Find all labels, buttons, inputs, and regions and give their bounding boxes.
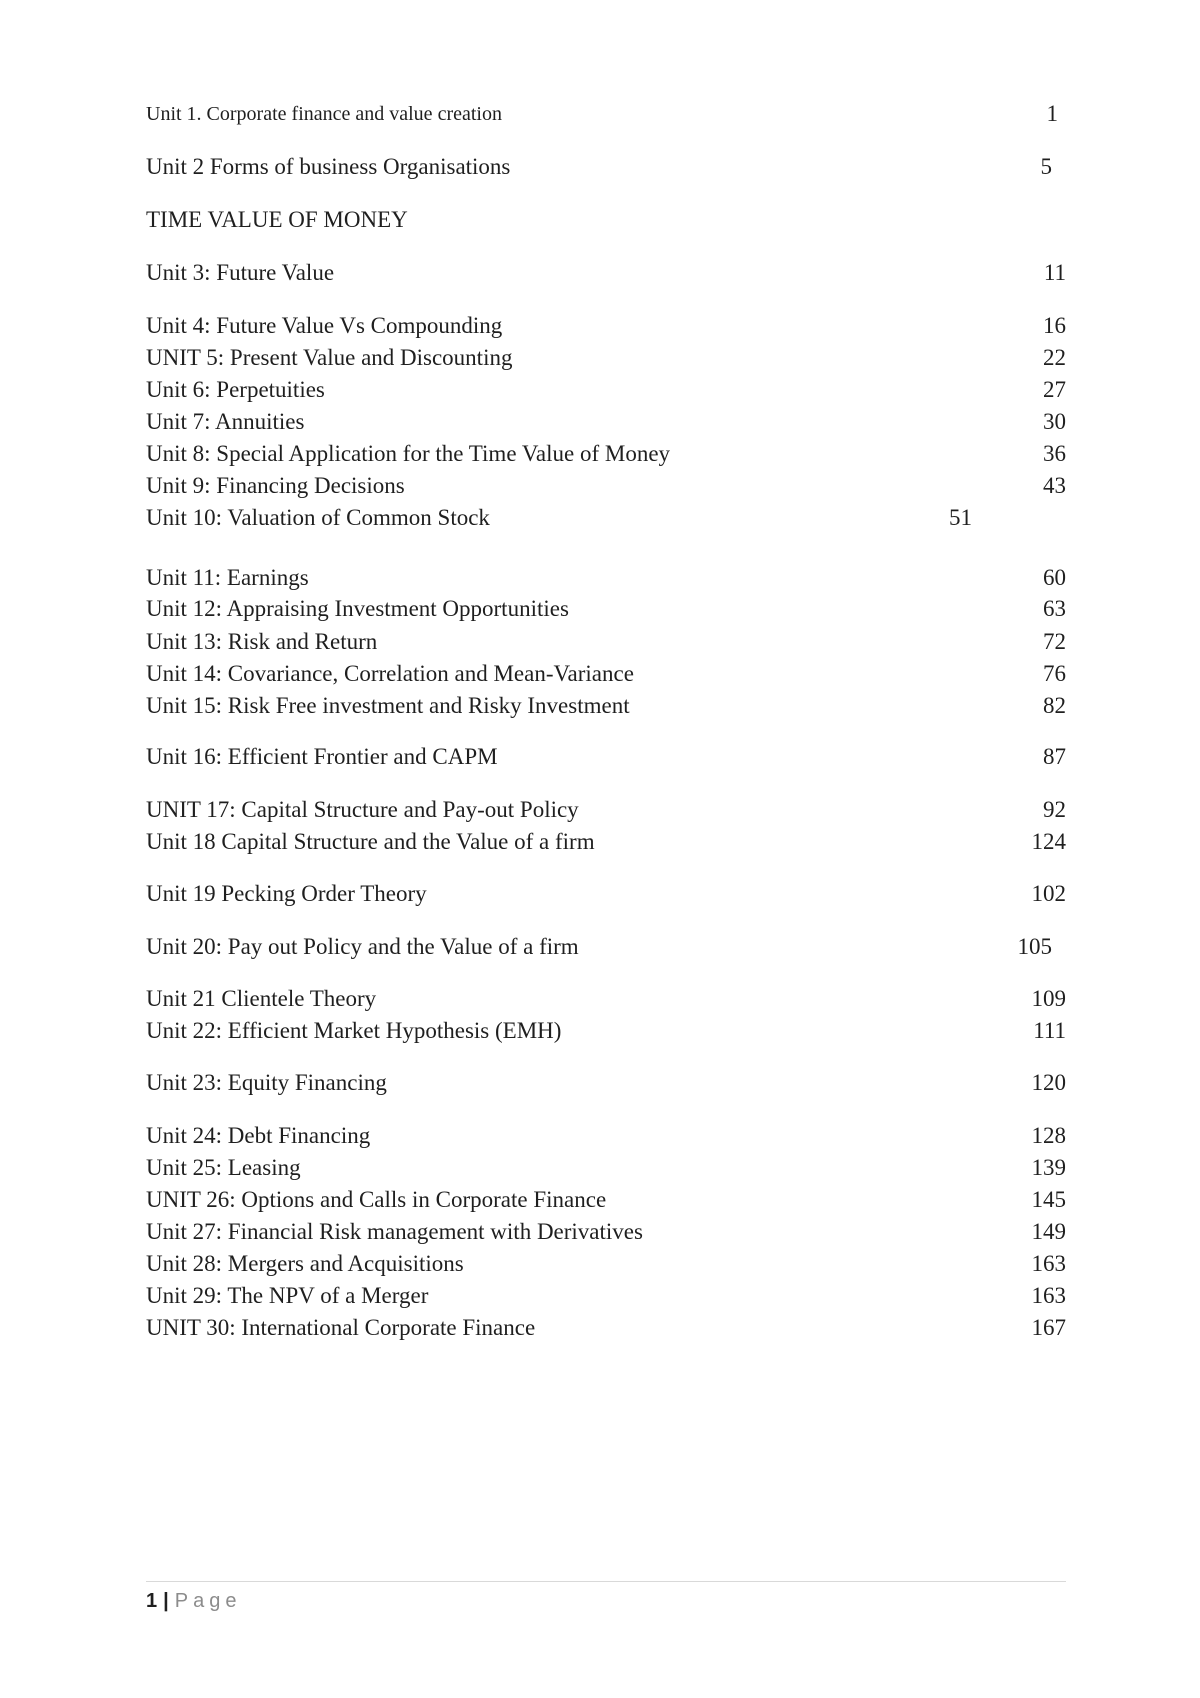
toc-entry-page: 102 xyxy=(1031,881,1066,906)
toc-entry-title: UNIT 17: Capital Structure and Pay-out Policy xyxy=(146,797,579,822)
toc-entry-unit-20 xyxy=(146,931,1066,963)
toc-entry-unit-7 xyxy=(146,406,1066,438)
footer-page-label: Page xyxy=(174,1590,242,1612)
toc-entry-title: Unit 19 Pecking Order Theory xyxy=(146,881,427,906)
toc-entry-unit-5 xyxy=(146,342,1066,374)
toc-entry-page: 30 xyxy=(1043,409,1066,434)
toc-entry-unit-15 xyxy=(146,690,1066,722)
toc-entry-page: 111 xyxy=(1033,1018,1066,1043)
toc-entry-unit-4 xyxy=(146,310,1066,342)
toc-entry-unit-12 xyxy=(146,593,1066,625)
toc-entry-page: 149 xyxy=(1031,1219,1066,1244)
toc-entry-unit-19 xyxy=(146,878,1066,910)
toc-entry-title: Unit 10: Valuation of Common Stock xyxy=(146,505,490,530)
toc-entry-unit-23 xyxy=(146,1067,1066,1099)
toc-entry-unit-11 xyxy=(146,562,1066,594)
toc-entry-title: Unit 22: Efficient Market Hypothesis (EMH) xyxy=(146,1018,562,1043)
toc-entry-title: Unit 20: Pay out Policy and the Value of a firm xyxy=(146,934,579,959)
toc-entry-page: 43 xyxy=(1043,473,1066,498)
toc-entry-page: 51 xyxy=(949,505,972,530)
toc-entry-page: 163 xyxy=(1031,1283,1066,1308)
toc-entry-page: 124 xyxy=(1031,829,1066,854)
toc-entry-unit-29 xyxy=(146,1280,1066,1312)
toc-entry-title: Unit 14: Covariance, Correlation and Mean-Variance xyxy=(146,661,634,686)
toc-entry-title: Unit 9: Financing Decisions xyxy=(146,473,405,498)
toc-entry-title: Unit 29: The NPV of a Merger xyxy=(146,1283,429,1308)
toc-entry-page: 128 xyxy=(1031,1123,1066,1148)
toc-entry-unit-16 xyxy=(146,741,1066,773)
toc-entry-title: Unit 24: Debt Financing xyxy=(146,1123,371,1148)
toc-entry-title: Unit 4: Future Value Vs Compounding xyxy=(146,313,503,338)
toc-entry-page: 60 xyxy=(1043,565,1066,590)
toc-entry-page: 72 xyxy=(1043,629,1066,654)
toc-entry-unit-30 xyxy=(146,1312,1066,1344)
toc-section-heading xyxy=(146,204,1066,236)
toc-entry-unit-10 xyxy=(146,502,1066,534)
toc-entry-page: 109 xyxy=(1031,986,1066,1011)
toc-entry-page: 16 xyxy=(1043,313,1066,338)
toc-entry-unit-21 xyxy=(146,983,1066,1015)
toc-entry-page: 163 xyxy=(1031,1251,1066,1276)
toc-entry-page: 27 xyxy=(1043,377,1066,402)
toc-entry-unit-1 xyxy=(146,98,1066,130)
toc-entry-title: Unit 7: Annuities xyxy=(146,409,305,434)
toc-entry-page: 36 xyxy=(1043,441,1066,466)
toc-entry-page: 87 xyxy=(1043,744,1066,769)
toc-entry-title: Unit 16: Efficient Frontier and CAPM xyxy=(146,744,498,769)
toc-entry-title: Unit 11: Earnings xyxy=(146,565,309,590)
toc-entry-unit-18 xyxy=(146,826,1066,858)
toc-entry-unit-8 xyxy=(146,438,1066,470)
toc-entry-title: Unit 2 Forms of business Organisations xyxy=(146,154,511,179)
toc-entry-page: 120 xyxy=(1031,1070,1066,1095)
toc-entry-title: UNIT 30: International Corporate Finance xyxy=(146,1315,536,1340)
toc-entry-title: Unit 23: Equity Financing xyxy=(146,1070,387,1095)
toc-entry-title: Unit 21 Clientele Theory xyxy=(146,986,377,1011)
toc-entry-page: 5 xyxy=(1040,154,1052,179)
toc-entry-title: Unit 28: Mergers and Acquisitions xyxy=(146,1251,464,1276)
toc-section-title: TIME VALUE OF MONEY xyxy=(146,207,408,232)
toc-entry-unit-3 xyxy=(146,257,1066,289)
toc-entry-unit-2 xyxy=(146,151,1066,183)
toc-entry-unit-28 xyxy=(146,1248,1066,1280)
footer-divider xyxy=(146,1581,1066,1582)
toc-entry-unit-22 xyxy=(146,1015,1066,1047)
toc-entry-unit-9 xyxy=(146,470,1066,502)
toc-entry-page: 139 xyxy=(1031,1155,1066,1180)
toc-entry-page: 145 xyxy=(1031,1187,1066,1212)
toc-entry-title: Unit 6: Perpetuities xyxy=(146,377,325,402)
toc-entry-page: 63 xyxy=(1043,596,1066,621)
footer-page-number: 1 xyxy=(146,1590,158,1612)
toc-entry-title: Unit 8: Special Application for the Time Value of Money xyxy=(146,441,671,466)
toc-entry-unit-6 xyxy=(146,374,1066,406)
toc-entry-page: 22 xyxy=(1043,345,1066,370)
toc-entry-unit-26 xyxy=(146,1184,1066,1216)
toc-entry-unit-14 xyxy=(146,658,1066,690)
toc-entry-title: UNIT 26: Options and Calls in Corporate Finance xyxy=(146,1187,607,1212)
toc-entry-title: Unit 27: Financial Risk management with Derivatives xyxy=(146,1219,643,1244)
toc-entry-page: 82 xyxy=(1043,693,1066,718)
toc-entry-title: Unit 25: Leasing xyxy=(146,1155,301,1180)
toc-entry-unit-17 xyxy=(146,794,1066,826)
toc-entry-unit-24 xyxy=(146,1120,1066,1152)
toc-entry-unit-27 xyxy=(146,1216,1066,1248)
toc-entry-page: 76 xyxy=(1043,661,1066,686)
toc-entry-title: Unit 12: Appraising Investment Opportunities xyxy=(146,596,569,621)
toc-entry-page: 1 xyxy=(1046,101,1058,126)
footer-separator: | xyxy=(163,1590,169,1612)
toc-entry-title: Unit 15: Risk Free investment and Risky Investment xyxy=(146,693,630,718)
toc-entry-title: Unit 1. Corporate finance and value creation xyxy=(146,103,502,125)
toc-entry-page: 92 xyxy=(1043,797,1066,822)
toc-entry-page: 105 xyxy=(1017,934,1052,959)
toc-entry-page: 167 xyxy=(1031,1315,1066,1340)
toc-entry-title: Unit 18 Capital Structure and the Value of a firm xyxy=(146,829,595,854)
toc-entry-title: Unit 3: Future Value xyxy=(146,260,335,285)
toc-entry-page: 11 xyxy=(1043,260,1066,285)
toc-entry-title: Unit 13: Risk and Return xyxy=(146,629,378,654)
toc-entry-unit-13 xyxy=(146,626,1066,658)
toc-entry-title: UNIT 5: Present Value and Discounting xyxy=(146,345,513,370)
page-footer xyxy=(146,1587,241,1615)
toc-entry-unit-25 xyxy=(146,1152,1066,1184)
